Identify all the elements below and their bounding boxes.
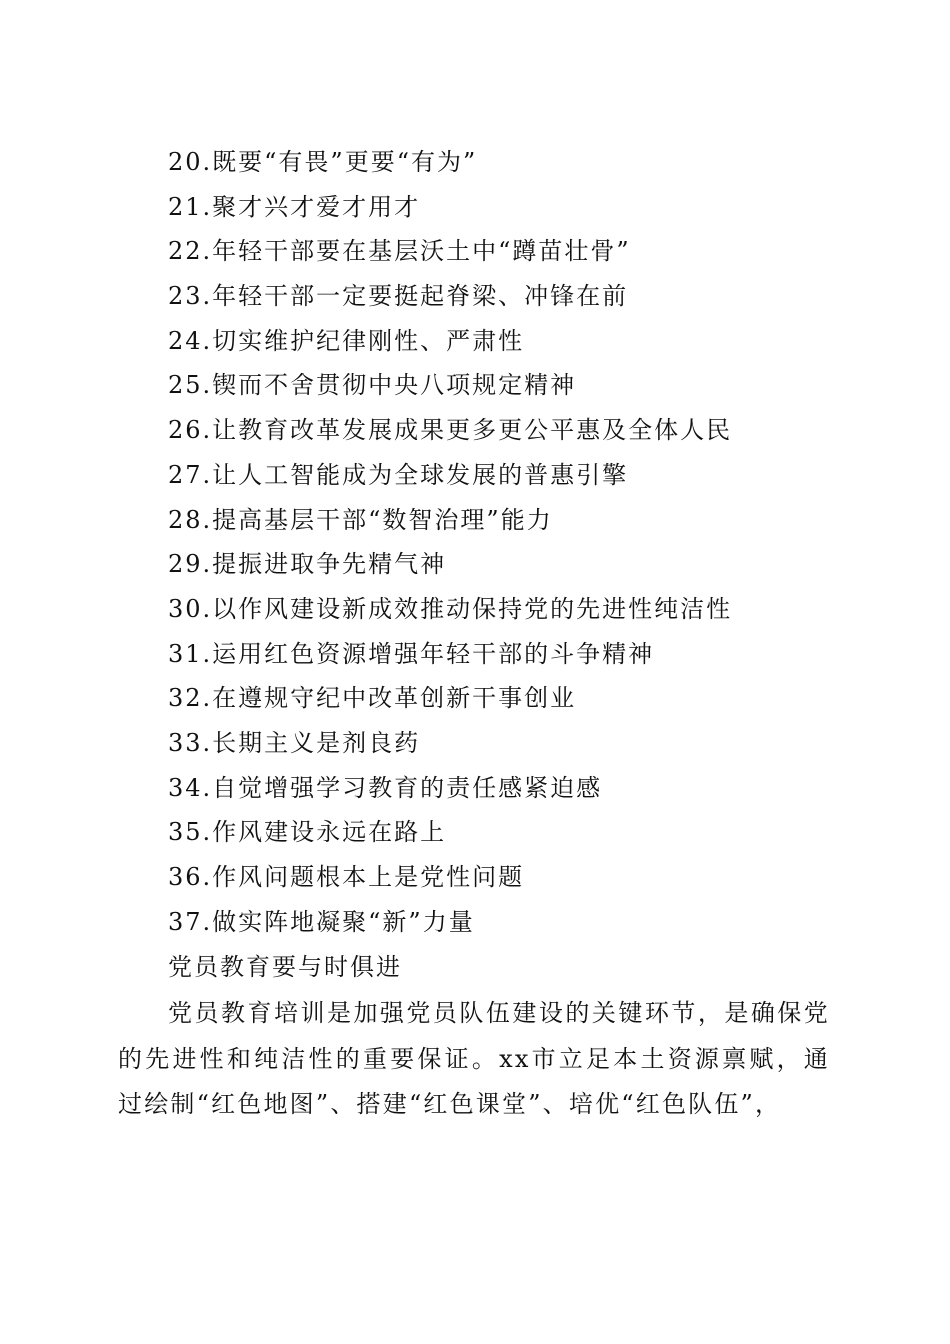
list-item: 33.长期主义是剂良药	[168, 728, 421, 757]
list-item: 25.锲而不舍贯彻中央八项规定精神	[168, 371, 577, 400]
list-item: 31.运用红色资源增强年轻干部的斗争精神	[168, 639, 655, 668]
list-item: 24.切实维护纪律刚性、严肃性	[168, 326, 525, 355]
list-item: 37.做实阵地凝聚“新”力量	[168, 907, 475, 936]
section-title: 党员教育要与时俱进	[168, 953, 402, 981]
list-item: 26.让教育改革发展成果更多更公平惠及全体人民	[168, 416, 733, 445]
list-item: 23.年轻干部一定要挺起脊梁、冲锋在前	[168, 282, 629, 311]
list-item: 29.提振进取争先精气神	[168, 550, 447, 579]
list-item: 22.年轻干部要在基层沃土中“蹲苗壮骨”	[168, 237, 631, 266]
list-item: 34.自觉增强学习教育的责任感紧迫感	[168, 773, 603, 802]
list-item: 35.作风建设永远在路上	[168, 818, 447, 847]
title-list	[168, 140, 732, 944]
body-paragraph: 党员教育培训是加强党员队伍建设的关键环节，是确保党的先进性和纯洁性的重要保证。xx市立足本土资源禀赋，通过绘制“红色地图”、搭建“红色课堂”、培优“红色队伍”，	[118, 999, 830, 1118]
list-item: 36.作风问题根本上是党性问题	[168, 863, 525, 891]
list-item: 27.让人工智能成为全球发展的普惠引擎	[168, 460, 629, 489]
list-item: 20.既要“有畏”更要“有为”	[168, 148, 478, 176]
list-item: 30.以作风建设新成效推动保持党的先进性纯洁性	[168, 594, 733, 623]
list-item: 32.在遵规守纪中改革创新干事创业	[168, 684, 577, 713]
list-item: 21.聚才兴才爱才用才	[168, 192, 421, 221]
list-item: 28.提高基层干部“数智治理”能力	[168, 505, 553, 534]
